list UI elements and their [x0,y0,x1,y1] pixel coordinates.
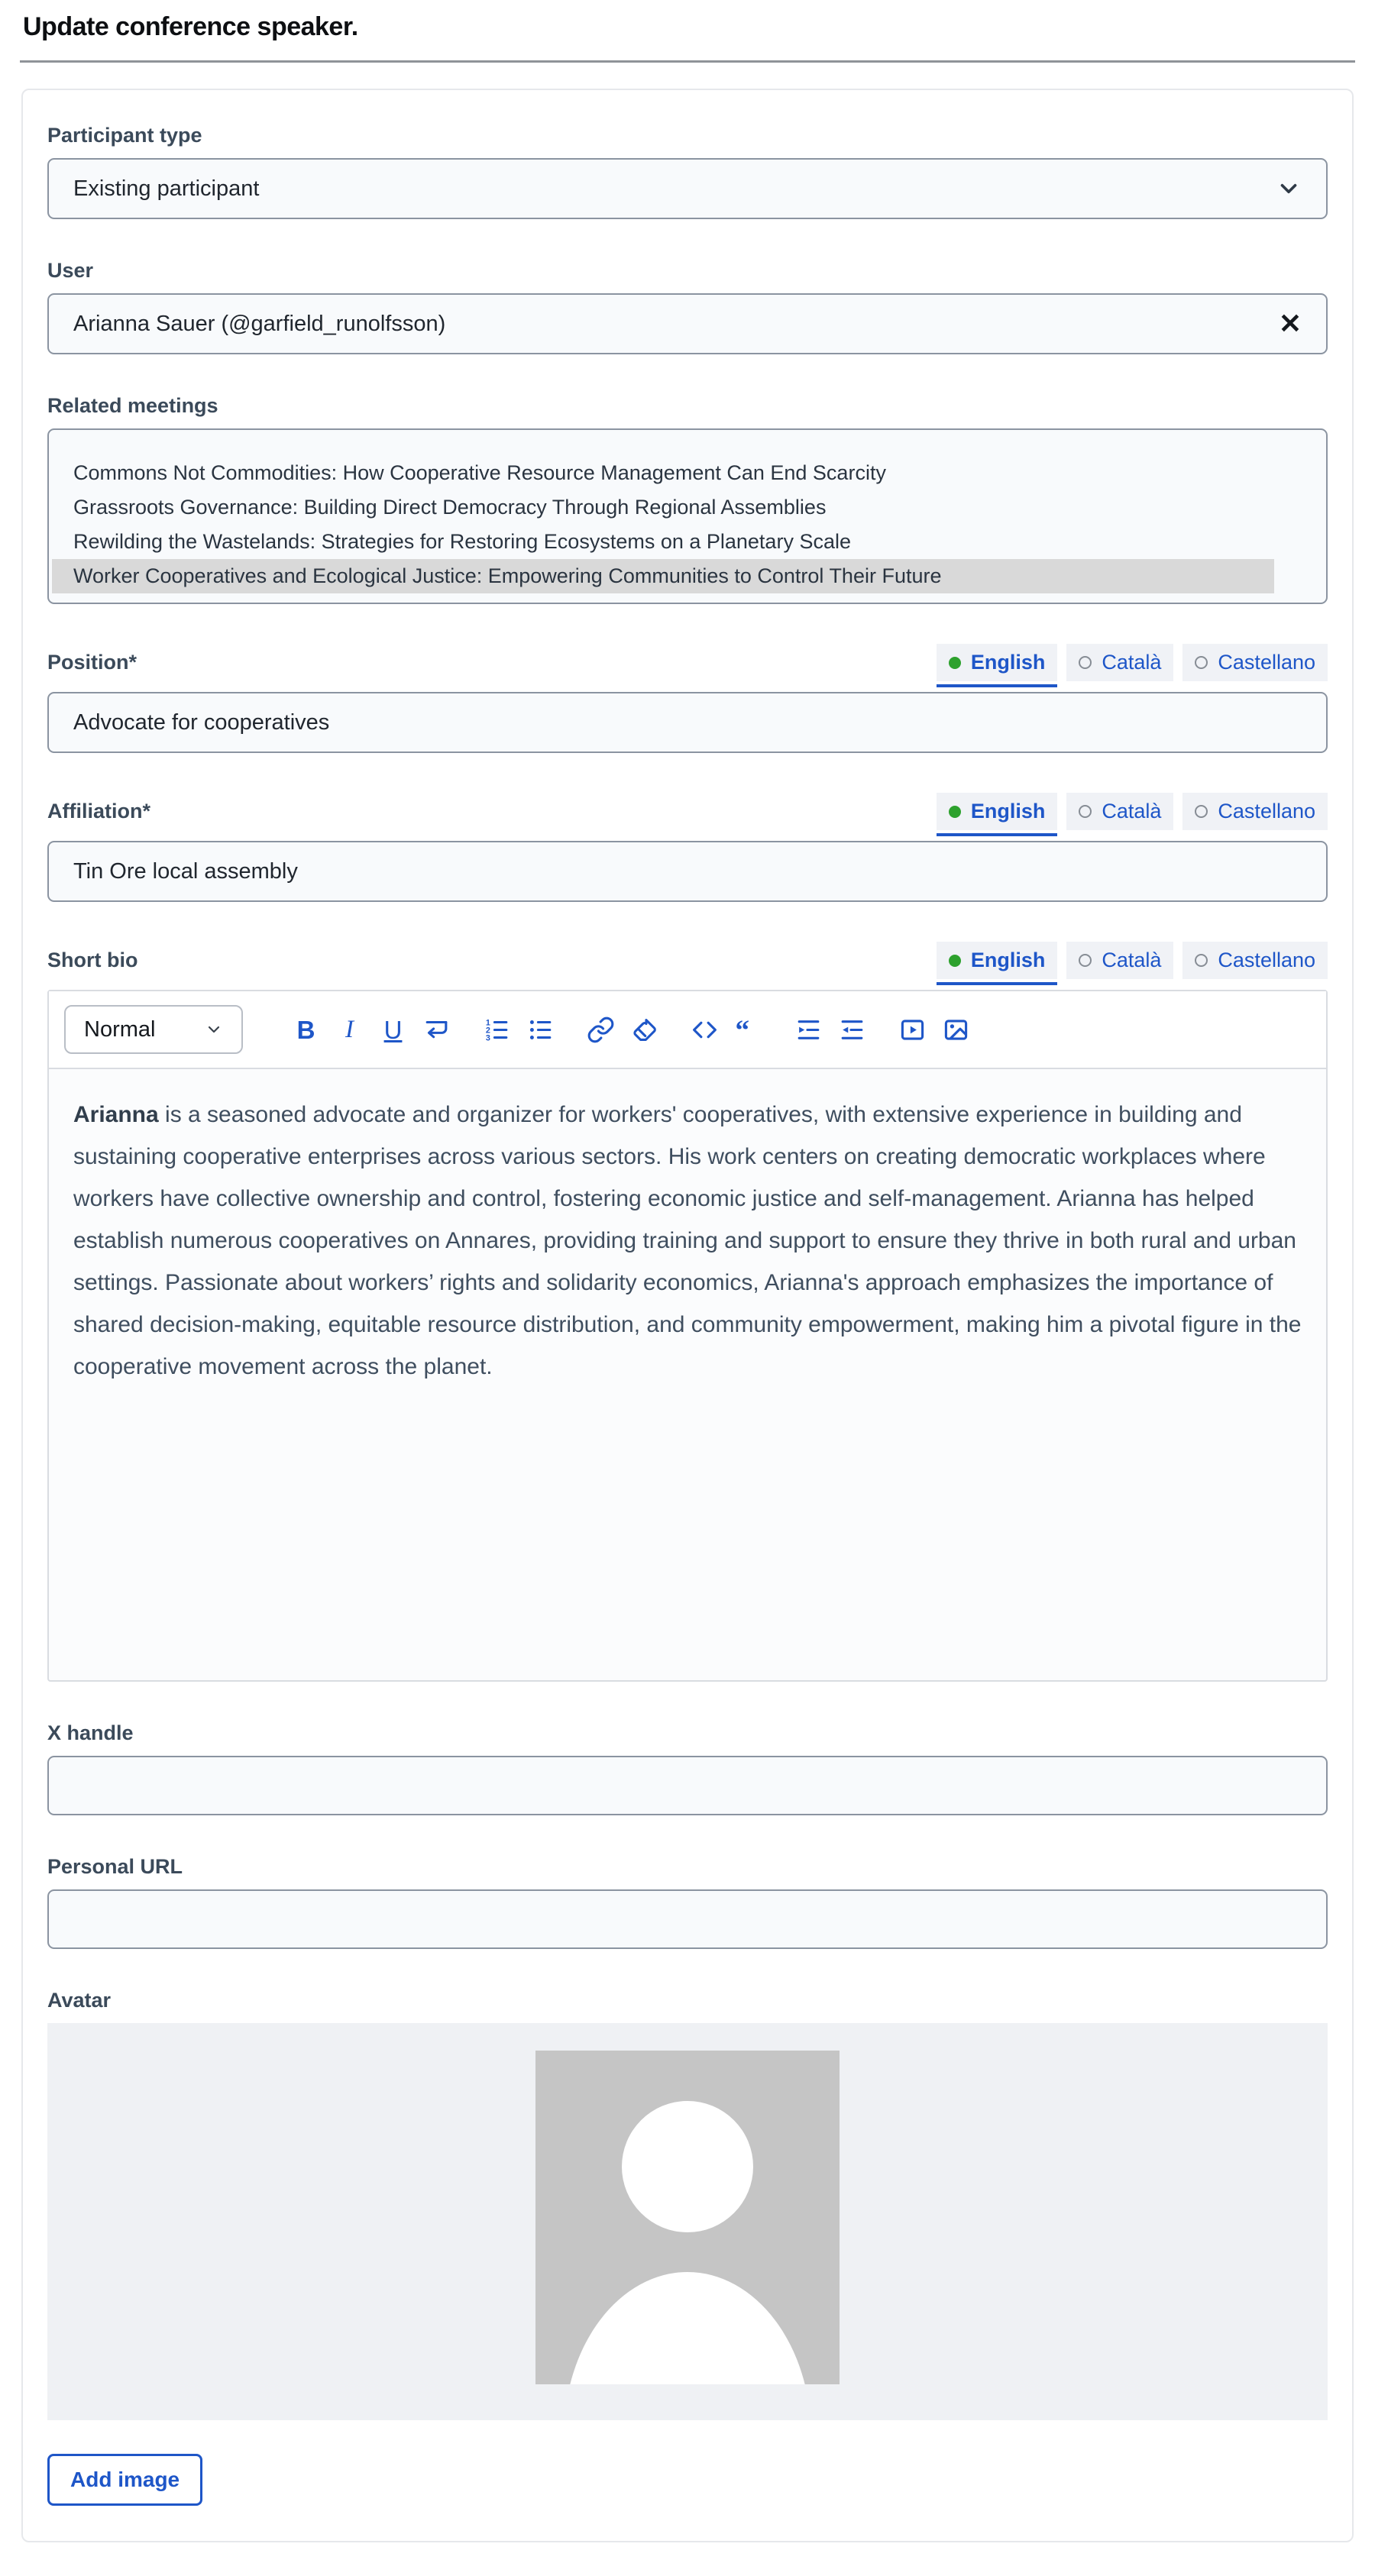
short-bio-field [47,942,1328,1682]
italic-icon: I [345,1015,354,1043]
page-title: Update conference speaker. [23,12,358,41]
lang-tab-label: English [970,949,1046,971]
radio-unselected-icon [1079,656,1092,669]
bold-icon: B [296,1015,315,1044]
svg-text:3: 3 [485,1033,490,1042]
lang-tab-english[interactable] [937,793,1058,830]
blockquote-icon [734,1016,762,1044]
svg-text:2: 2 [485,1025,490,1035]
heading-style-select[interactable] [64,1005,243,1054]
affiliation-label: Affiliation* [47,800,150,823]
affiliation-field [47,793,1328,902]
link-icon [587,1016,615,1044]
radio-unselected-icon [1195,805,1208,818]
short-bio-label: Short bio [47,949,138,971]
heading-style-value: Normal [84,1017,156,1042]
radio-unselected-icon [1195,656,1208,669]
affiliation-language-tabs [927,793,1328,830]
title-divider [20,60,1355,63]
rich-text-editor [47,990,1328,1682]
bullet-list-icon [526,1016,555,1044]
underline-button[interactable] [371,1010,415,1049]
bio-editor-content[interactable] [49,1069,1326,1680]
indent-icon [794,1016,823,1044]
indent-button[interactable] [787,1010,830,1049]
linebreak-button[interactable] [415,1010,458,1049]
participant-type-label: Participant type [47,124,202,147]
ordered-list-icon [483,1016,511,1044]
speaker-form-card [21,89,1354,2542]
x-handle-input[interactable] [47,1756,1328,1815]
lang-tab-english[interactable] [937,644,1058,681]
lang-tab-label: Castellano [1218,651,1315,674]
avatar-label: Avatar [47,1989,112,2012]
participant-type-select[interactable] [47,158,1328,219]
personal-url-label: Personal URL [47,1855,183,1878]
related-meetings-listbox[interactable] [47,428,1328,604]
radio-unselected-icon [1195,954,1208,967]
editor-toolbar [49,991,1326,1069]
lang-tab-catala[interactable] [1066,942,1173,979]
lang-tab-label: English [970,651,1046,674]
lang-tab-label: Castellano [1218,800,1315,823]
clear-format-button[interactable] [623,1010,666,1049]
lang-tab-label: Català [1102,651,1162,674]
bullet-list-button[interactable] [519,1010,562,1049]
ordered-list-button[interactable] [475,1010,519,1049]
meeting-option[interactable]: Rewilding the Wastelands: Strategies for Restoring Ecosystems on a Planetary Scale [73,530,851,553]
bold-button[interactable] [284,1010,328,1049]
affiliation-input[interactable] [47,841,1328,902]
avatar-placeholder-image [535,2051,840,2384]
link-button[interactable] [579,1010,623,1049]
svg-text:1: 1 [485,1017,490,1027]
add-image-button[interactable]: Add image [47,2454,202,2506]
radio-unselected-icon [1079,954,1092,967]
chevron-down-icon [205,1020,223,1039]
personal-url-field [47,1855,1328,1949]
user-input[interactable] [47,293,1328,354]
outdent-icon [838,1016,866,1044]
lang-tab-catala[interactable] [1066,644,1173,681]
participant-type-field [47,124,1328,219]
bio-lead-text: Arianna [73,1102,159,1127]
affiliation-value: Tin Ore local assembly [73,858,298,884]
lang-tab-castellano[interactable] [1182,942,1328,979]
user-label: User [47,259,94,282]
bio-body-text: is a seasoned advocate and organizer for workers' cooperatives, with extensive experience in building and sustaining cooperative enterprises across various sectors. His work centers on creating democratic workplaces where workers have collective ownership and control, fostering economic justice and self-management. Arianna has helped establish numerous cooperatives on Annares, providing training and support to ensure they thrive in both rural and urban settings. Passionate about workers’ rights and solidarity economics, Arianna's approach emphasizes the importance of shared decision-making, equitable resource distribution, and community empowerment, making him a pivotal figure in the cooperative movement across the planet. [73,1102,1302,1379]
user-field [47,259,1328,354]
lang-tab-label: English [970,800,1046,823]
radio-selected-icon [949,955,961,967]
image-icon [942,1016,970,1044]
lang-tab-catala[interactable] [1066,793,1173,830]
related-meetings-label: Related meetings [47,394,218,417]
lang-tab-label: Català [1102,800,1162,823]
code-button[interactable] [683,1010,726,1049]
meeting-option[interactable]: Commons Not Commodities: How Cooperative Resource Management Can End Scarcity [73,461,886,484]
avatar-field [47,1989,1328,2506]
italic-button[interactable] [328,1010,371,1049]
clear-user-icon[interactable]: ✕ [1278,308,1302,339]
lang-tab-castellano[interactable] [1182,793,1328,830]
radio-selected-icon [949,657,961,669]
short-bio-language-tabs [927,942,1328,979]
lang-tab-castellano[interactable] [1182,644,1328,681]
position-label: Position* [47,651,138,674]
linebreak-icon [422,1016,451,1044]
meeting-option[interactable]: Worker Cooperatives and Ecological Justice: Empowering Communities to Control Their Future [52,559,1274,593]
user-value: Arianna Sauer (@garfield_runolfsson) [73,311,446,336]
participant-type-value: Existing participant [73,176,260,201]
x-handle-field [47,1721,1328,1815]
svg-text:“: “ [735,1015,750,1044]
underline-icon: U [383,1015,403,1044]
lang-tab-label: Català [1102,949,1162,971]
image-button[interactable] [934,1010,978,1049]
code-icon [691,1016,719,1044]
video-icon [898,1016,927,1044]
blockquote-button[interactable] [726,1010,770,1049]
position-value: Advocate for cooperatives [73,709,330,735]
radio-selected-icon [949,806,961,818]
avatar-preview-panel [47,2023,1328,2420]
outdent-button[interactable] [830,1010,874,1049]
personal-url-input[interactable] [47,1889,1328,1949]
position-language-tabs [927,644,1328,681]
lang-tab-label: Castellano [1218,949,1315,971]
position-field [47,644,1328,753]
related-meetings-field [47,394,1328,604]
x-handle-label: X handle [47,1721,134,1744]
radio-unselected-icon [1079,805,1092,818]
position-input[interactable] [47,692,1328,753]
person-silhouette-icon [535,2051,840,2384]
lang-tab-english[interactable] [937,942,1058,979]
video-button[interactable] [891,1010,934,1049]
clear-format-icon [630,1016,658,1044]
chevron-down-icon [1276,176,1302,202]
meeting-option[interactable]: Grassroots Governance: Building Direct Democracy Through Regional Assemblies [73,496,827,519]
